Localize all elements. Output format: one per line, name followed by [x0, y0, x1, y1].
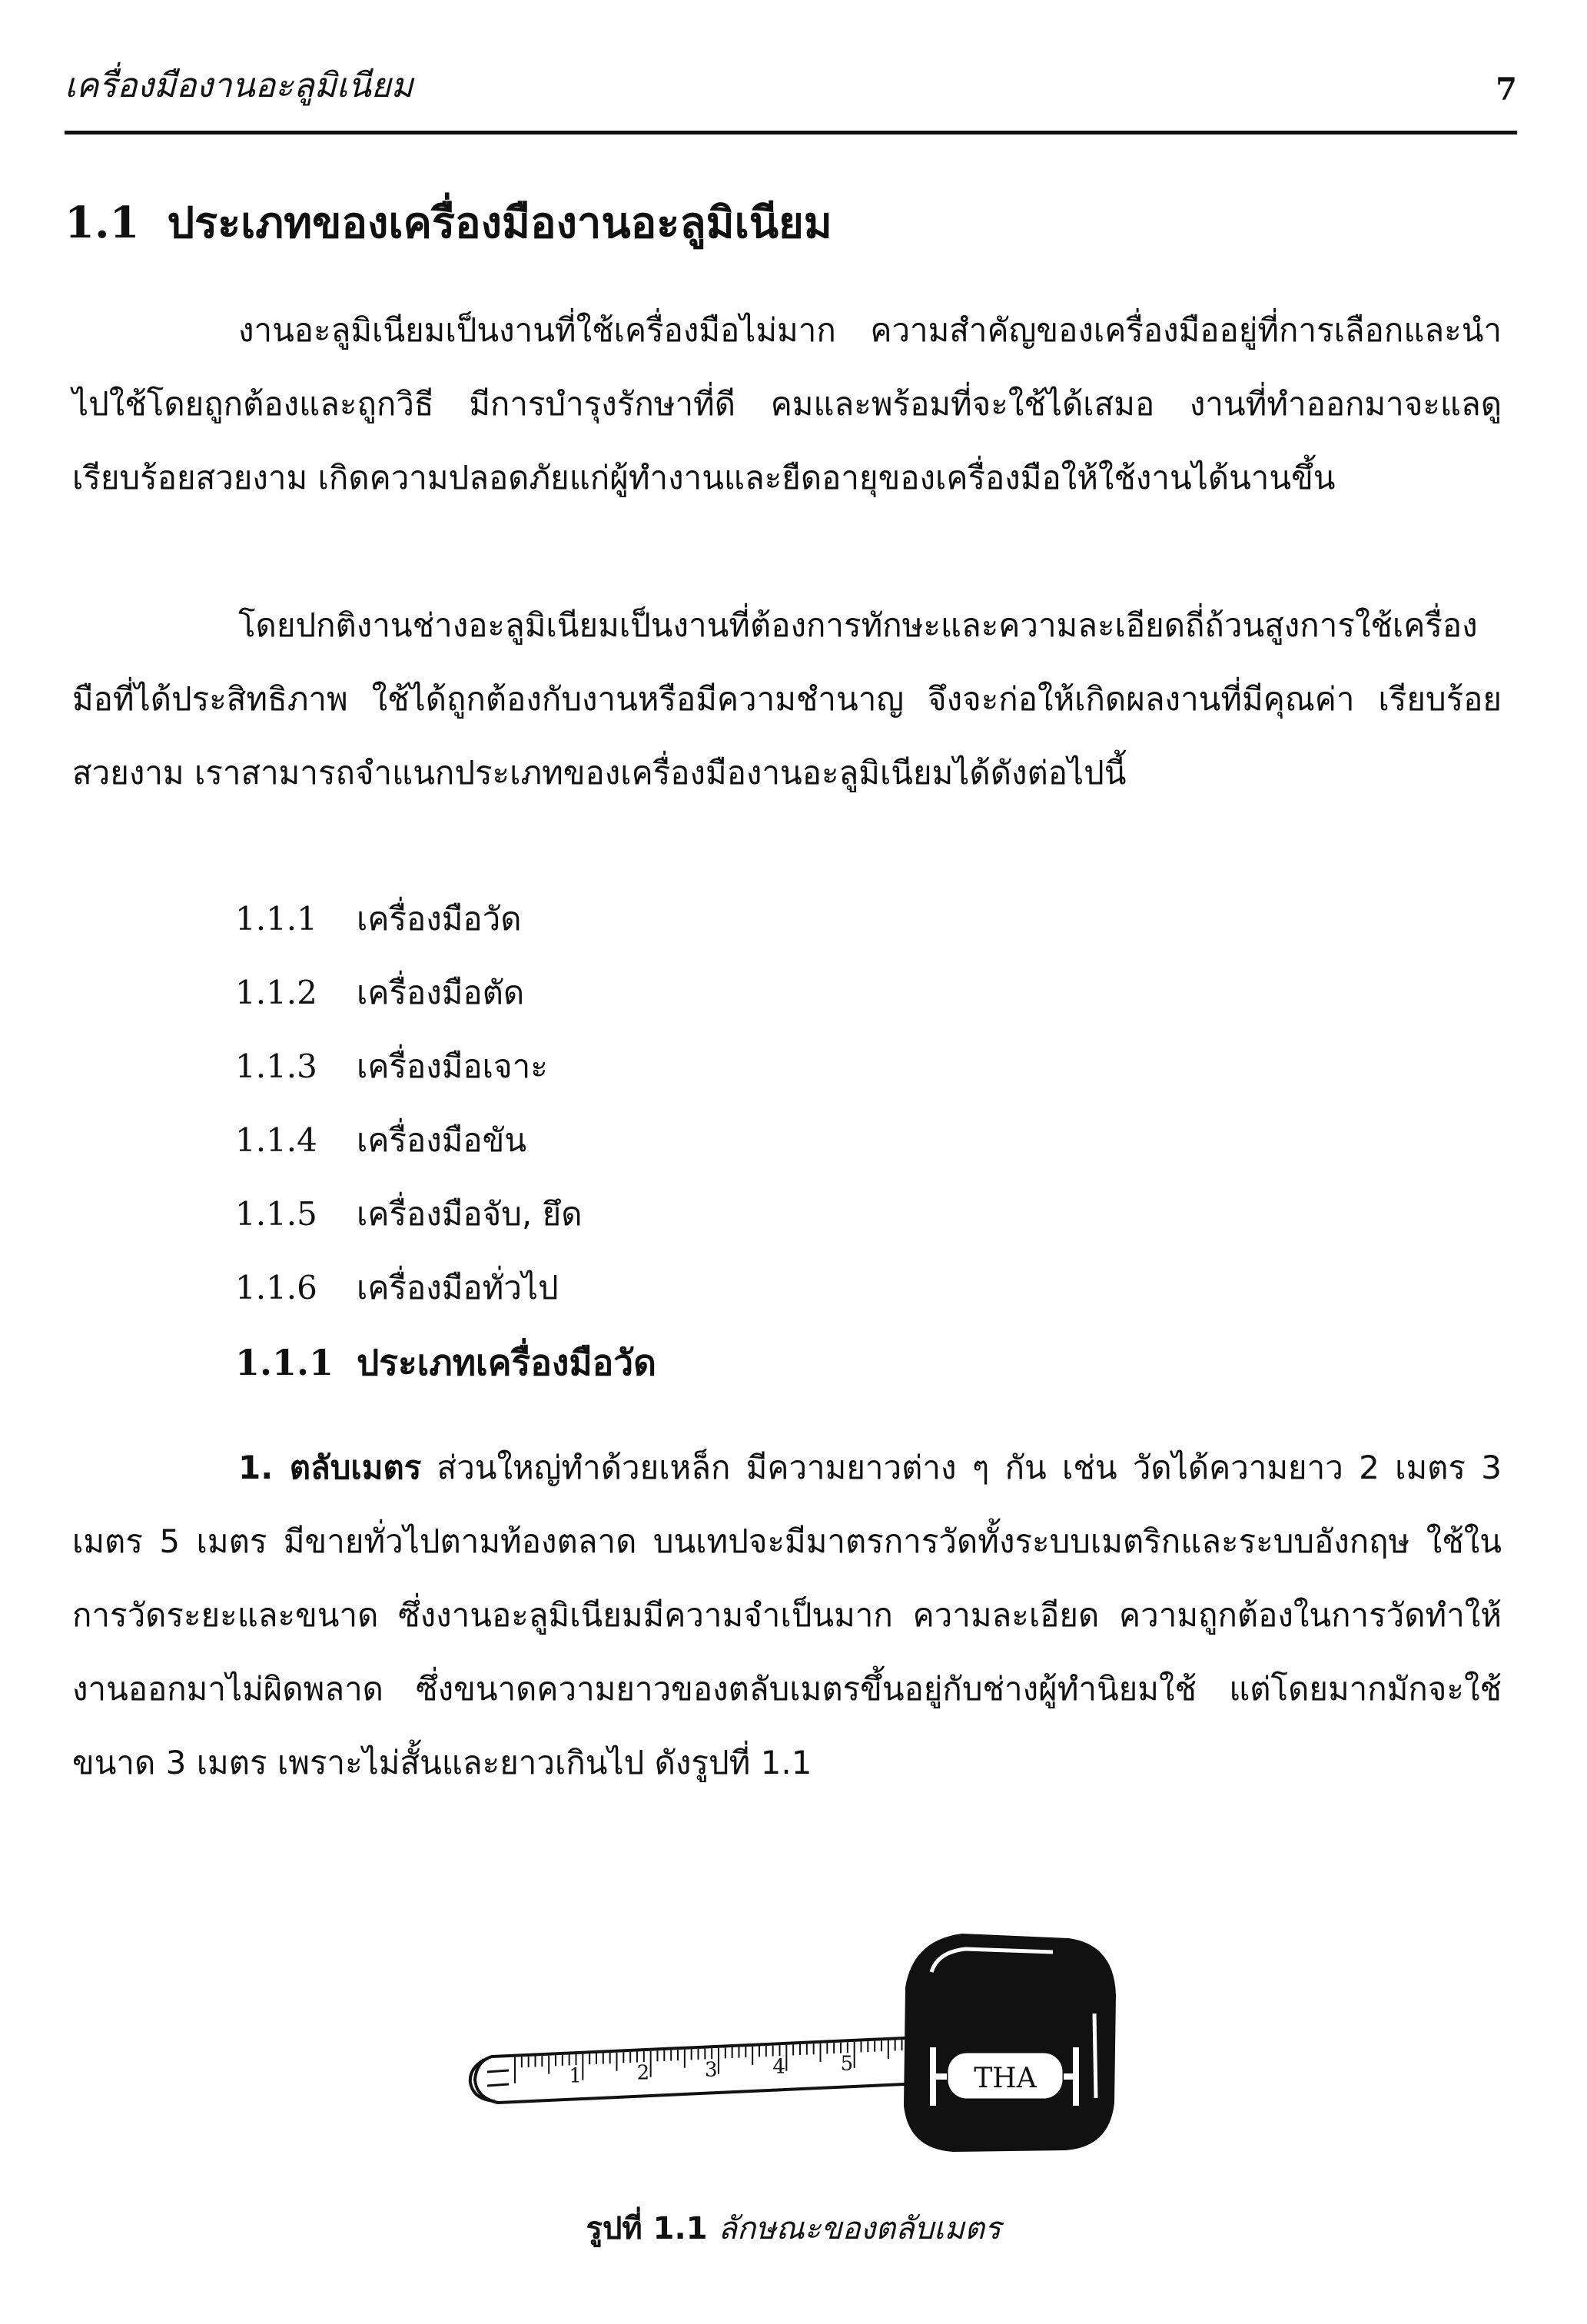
tape-measure-illustration — [461, 1921, 1122, 2152]
caption-text: ลักษณะของตลับเมตร — [718, 2211, 1001, 2246]
tape-measure-figure — [461, 1921, 1122, 2152]
header-rule — [65, 131, 1517, 134]
subsection-title-text: ประเภทเครื่องมือวัด — [357, 1342, 656, 1383]
section-number: 1.1 — [65, 198, 140, 248]
paragraph-tape-measure — [72, 1431, 1502, 1800]
tape-case-edge — [1094, 2014, 1096, 2098]
caption-label: รูปที่ 1.1 — [586, 2211, 708, 2246]
section-title-text: ประเภทของเครื่องมืองานอะลูมิเนียม — [167, 198, 832, 248]
list-item — [235, 1251, 583, 1325]
tape-number: 3 — [705, 2058, 718, 2082]
tape-number: 1 — [569, 2064, 582, 2088]
tape-case — [905, 1935, 1114, 2150]
list-item-number: 1.1.1 — [235, 900, 317, 938]
list-item — [235, 1104, 583, 1177]
paragraph-2: โดยปกติงานช่างอะลูมิเนียมเป็นงานที่ต้องการทักษะและความละเอียดถี่ถ้วนสูงการใช้เครื่องมือที่ได้ประสิทธิภาพ ใช้ได้ถูกต้องกับงานหรือมีความชำนาญ จึงจะก่อให้เกิดผลงานที่มีคุณค่า เรียบร้อย สวยงาม เราสามารถจำแนกประเภทของเครื่องมืองานอะลูมิเนียมได้ดังต่อไปนี้ — [72, 606, 1502, 792]
page-number: 7 — [1496, 71, 1517, 108]
list-item — [235, 956, 583, 1030]
tape-number: 4 — [772, 2055, 785, 2079]
tool-category-list — [235, 882, 583, 1325]
subsection-number: 1.1.1 — [235, 1342, 334, 1383]
list-item-number: 1.1.4 — [235, 1121, 317, 1159]
figure-caption — [0, 2206, 1587, 2252]
list-item-label: เครื่องมือจับ, ยึด — [357, 1195, 583, 1233]
list-item-number: 1.1.2 — [235, 974, 317, 1011]
item-lead: 1. ตลับเมตร — [238, 1449, 422, 1486]
tape-number: 2 — [636, 2061, 650, 2085]
brand-text: THA — [974, 2063, 1037, 2094]
list-item — [235, 1177, 583, 1251]
list-item-label: เครื่องมือเจาะ — [357, 1047, 548, 1085]
list-item-number: 1.1.3 — [235, 1047, 317, 1085]
running-header — [65, 60, 1517, 121]
list-item-number: 1.1.6 — [235, 1269, 317, 1306]
list-item-label: เครื่องมือวัด — [357, 900, 522, 938]
tape-number: 5 — [840, 2052, 854, 2076]
item-text: ส่วนใหญ่ทำด้วยเหล็ก มีความยาวต่าง ๆ กัน เช่น วัดได้ความยาว 2 เมตร 3 เมตร 5 เมตร มีขายทั่วไปตามท้องตลาด บนเทปจะมีมาตรการวัดทั้งระบบเมตริกและระบบอังกฤษ ใช้ในการวัดระยะและขนาด ซึ่งงานอะลูมิเนียมมีความจำเป็นมาก ความละเอียด ความถูกต้องในการวัดทำให้งานออกมาไม่ผิดพลาด ซึ่งขนาดความยาวของตลับเมตรขึ้นอยู่กับช่างผู้ทำนิยมใช้ แต่โดยมากมักจะใช้ขนาด 3 เมตร เพราะไม่สั้นและยาวเกินไป ดังรูปที่ 1.1 — [72, 1449, 1502, 1781]
list-item-label: เครื่องมือขัน — [357, 1121, 527, 1159]
list-item — [235, 882, 583, 956]
list-item-number: 1.1.5 — [235, 1195, 317, 1233]
paragraph-1: งานอะลูมิเนียมเป็นงานที่ใช้เครื่องมือไม่มาก ความสำคัญของเครื่องมืออยู่ที่การเลือกและนำไปใช้โดยถูกต้องและถูกวิธี มีการบำรุงรักษาที่ดี คมและพร้อมที่จะใช้ได้เสมอ งานที่ทำออกมาจะแลดูเรียบร้อยสวยงาม เกิดความปลอดภัยแก่ผู้ทำงานและยืดอายุของเครื่องมือให้ใช้งานได้นานขึ้น — [72, 311, 1502, 496]
list-item-label: เครื่องมือทั่วไป — [357, 1269, 559, 1306]
list-item-label: เครื่องมือตัด — [357, 974, 525, 1011]
list-item — [235, 1030, 583, 1104]
subsection-title — [235, 1336, 656, 1389]
running-title: เครื่องมืองานอะลูมิเนียม — [65, 66, 413, 105]
section-title — [65, 192, 1517, 254]
